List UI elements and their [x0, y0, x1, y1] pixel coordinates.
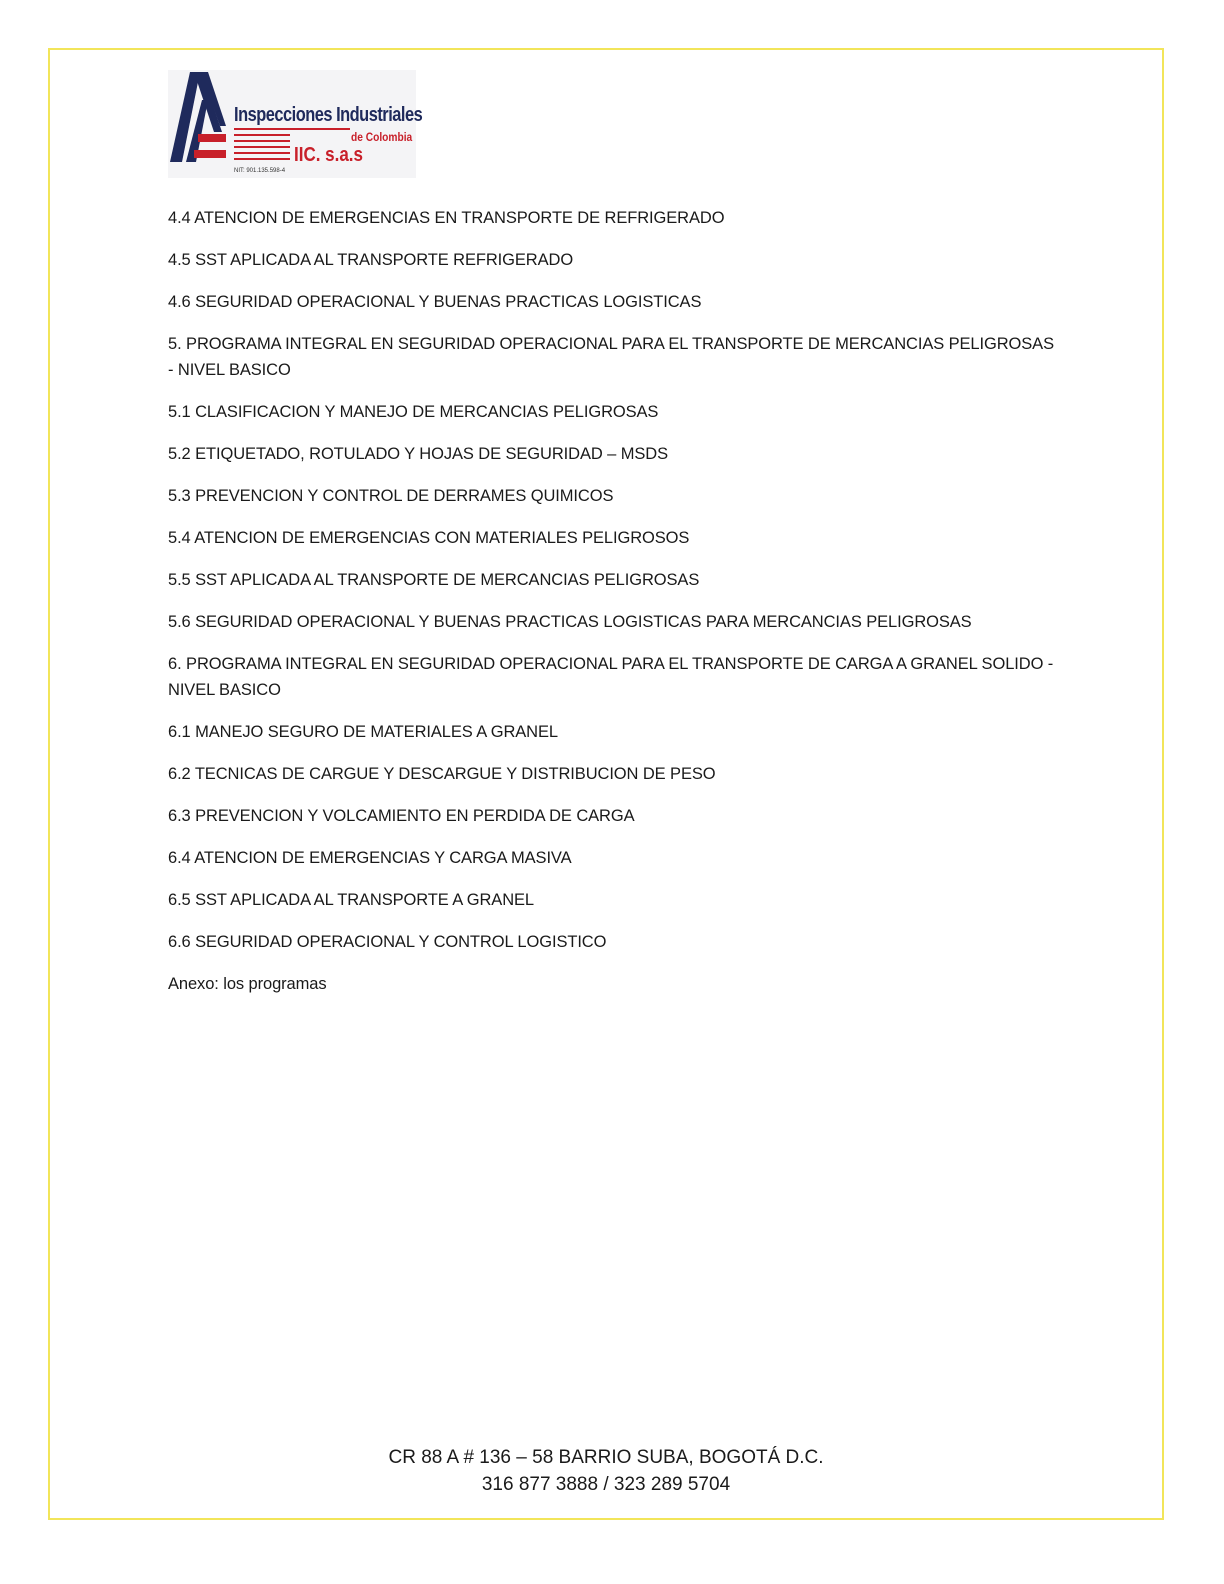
list-item: 4.4 ATENCION DE EMERGENCIAS EN TRANSPORTE DE REFRIGERADO — [168, 209, 725, 227]
list-item: 5.2 ETIQUETADO, ROTULADO Y HOJAS DE SEGURIDAD – MSDS — [168, 445, 668, 463]
list-item: 6.6 SEGURIDAD OPERACIONAL Y CONTROL LOGISTICO — [168, 933, 607, 951]
list-item: 5.1 CLASIFICACION Y MANEJO DE MERCANCIAS PELIGROSAS — [168, 403, 659, 421]
annex-note: Anexo: los programas — [168, 975, 327, 993]
list-item: 6. PROGRAMA INTEGRAL EN SEGURIDAD OPERACIONAL PARA EL TRANSPORTE DE CARGA A GRANEL SOLIDO - NIVEL BASICO — [168, 655, 1054, 699]
list-item: 5.6 SEGURIDAD OPERACIONAL Y BUENAS PRACTICAS LOGISTICAS PARA MERCANCIAS PELIGROSAS — [168, 613, 972, 631]
list-item: 4.5 SST APLICADA AL TRANSPORTE REFRIGERADO — [168, 251, 574, 269]
logo-nit-text: NIT: 901.135.598-4 — [234, 168, 286, 174]
program-list — [168, 205, 1058, 1013]
logo-sub-text: de Colombia — [351, 130, 413, 144]
logo-name-text: Inspecciones Industriales — [234, 104, 423, 126]
list-item: 6.1 MANEJO SEGURO DE MATERIALES A GRANEL — [168, 723, 558, 741]
footer-address: CR 88 A # 136 – 58 BARRIO SUBA, BOGOTÁ D.C. — [388, 1447, 824, 1468]
list-item: 6.5 SST APLICADA AL TRANSPORTE A GRANEL — [168, 891, 534, 909]
list-item: 4.6 SEGURIDAD OPERACIONAL Y BUENAS PRACTICAS LOGISTICAS — [168, 293, 702, 311]
footer-phones: 316 877 3888 / 323 289 5704 — [481, 1474, 731, 1495]
list-item: 5.3 PREVENCION Y CONTROL DE DERRAMES QUIMICOS — [168, 487, 614, 505]
list-item: 6.2 TECNICAS DE CARGUE Y DESCARGUE Y DISTRIBUCION DE PESO — [168, 765, 716, 783]
list-item: 6.4 ATENCION DE EMERGENCIAS Y CARGA MASIVA — [168, 849, 572, 867]
logo-brand-text: IIC. s.a.s — [294, 144, 363, 166]
company-logo — [168, 70, 423, 178]
list-item: 6.3 PREVENCION Y VOLCAMIENTO EN PERDIDA DE CARGA — [168, 807, 635, 825]
list-item: 5.5 SST APLICADA AL TRANSPORTE DE MERCANCIAS PELIGROSAS — [168, 571, 700, 589]
list-item: 5.4 ATENCION DE EMERGENCIAS CON MATERIALES PELIGROSOS — [168, 529, 690, 547]
list-item: 5. PROGRAMA INTEGRAL EN SEGURIDAD OPERACIONAL PARA EL TRANSPORTE DE MERCANCIAS PELIGROSAS - NIVEL BASICO — [168, 335, 1054, 379]
page-footer — [48, 1444, 1164, 1498]
